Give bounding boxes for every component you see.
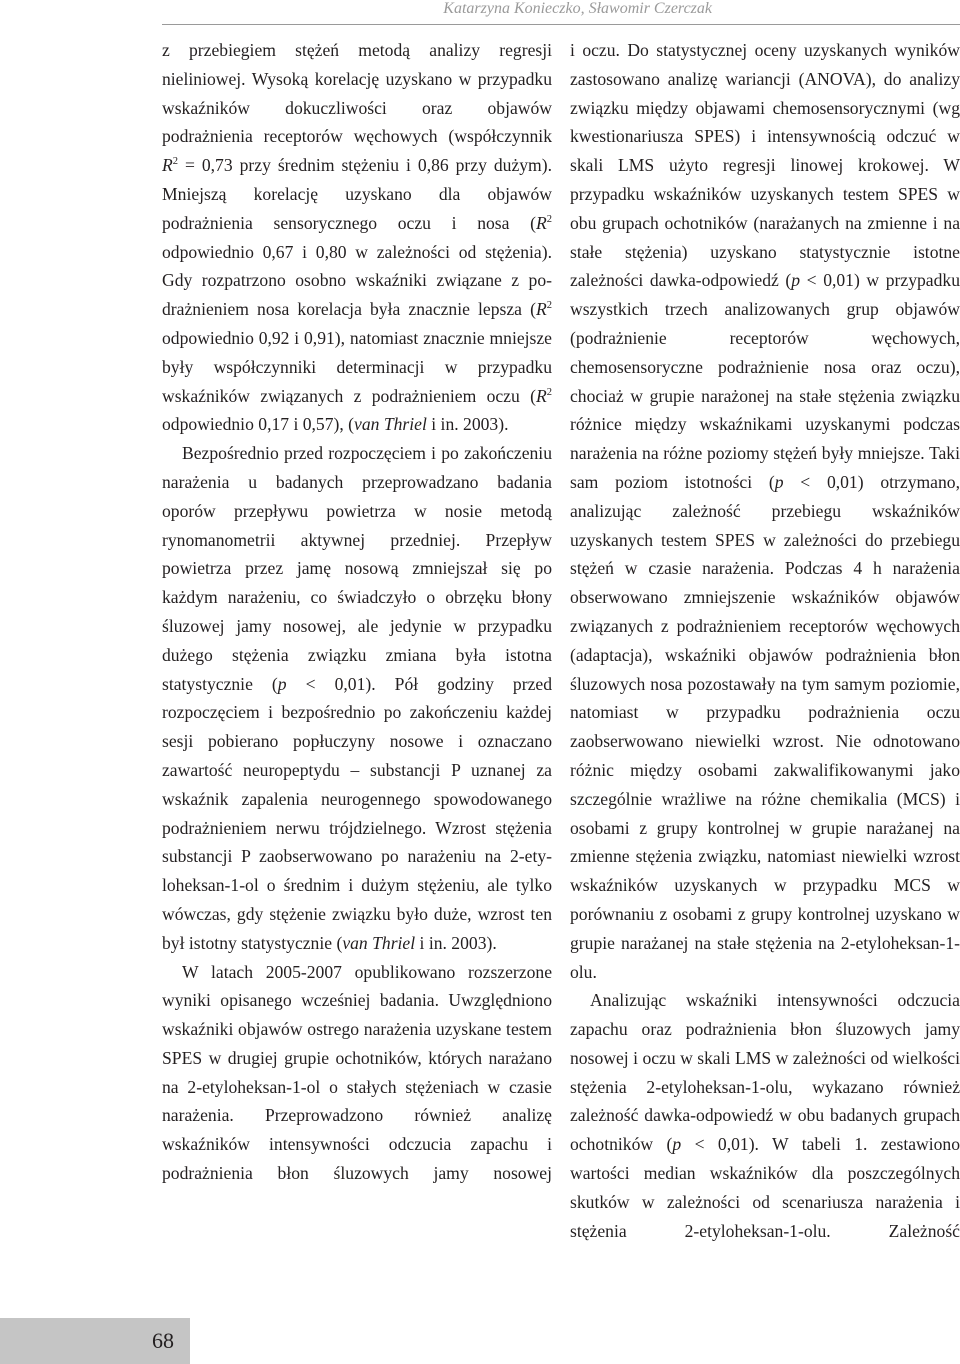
p-value-symbol: p bbox=[791, 270, 801, 291]
text-run: W latach 2005-2007 opublikowano rozszerzone wyniki opisanego wcześniej badania. Uwzględniono wskaźniki objawów ostrego narażenia uzyskane testem SPES w drugiej grupie ochotników, których narażano na 2-etyloheksan-1-ol o stałych stężeniach w czasie narażenia. Przeprowadzono również analizę wskaźników intensywności odczucia zapachu i podrażnienia błon śluzowych jamy nosowej bbox=[162, 961, 552, 1184]
running-title: Katarzyna Konieczko, Sławomir Czerczak bbox=[443, 0, 712, 17]
text-run: odpowiednio 0,67 i 0,80 w zależności od stężenia). Gdy rozpatrzono osobno wskaźniki związane z podrażnieniem nosa korelacja była znacznie lepsza ( bbox=[162, 241, 552, 320]
text-run: < 0,01). W tabeli 1. zestawiono wartości median wskaźników dla poszczególnych skutków w zależności od scenariusza narażenia i stężenia 2-etyloheksan-1-olu. Zależność bbox=[570, 1134, 960, 1241]
paragraph-rhinomanometry bbox=[162, 439, 552, 957]
r-squared-symbol: R bbox=[535, 299, 547, 320]
text-run: i oczu. Do statystycznej oceny uzyskanych wyników zastosowano analizę wariancji (ANOVA), do analizy związku między objawami chemosensorycznymi (wg kwestionariusza SPES) i intensywnością odczuć w skali LMS użyto regresji linowej krokowej. W przypadku wskaźników uzyskanych testem SPES w obu grupach ochotników (narażanych na zmienne i na stałe stężenia) uzyskano statystycznie istotne zależności dawka-odpowiedź ( bbox=[570, 40, 960, 291]
text-run: < 0,01) otrzymano, analizując zależność przebiegu wskaźników uzyskanych testem SPES w zależności do przebiegu stężeń w czasie narażenia. Podczas 4 h narażenia obserwowano zmniejszenie wskaźników objawów związanych z podrażnieniem receptorów węchowych (adaptacja), wskaźniki objawów podrażnienia błon śluzowych nosa pozostawały na tym samym poziomie, natomiast w przypadku podrażnienia oczu zaobserwowano niewielki wzrost. Nie odnotowano różnic między osobami zakwalifikowanymi jako szczególnie wrażliwe na różne chemikalia (MCS) i osobami z grupy kontrolnej w grupie narażanej na zmienne stężenia związku, natomiast niewielki wzrost wskaźników uzyskanych w przypadku MCS w porównaniu z osobami z grupy kontrolnej uzyskano w grupie narażanej na stałe stężenia na 2-etyloheksan-1-olu. bbox=[570, 471, 960, 982]
header-rule bbox=[162, 24, 960, 25]
text-run: odpowiednio 0,17 i 0,57), ( bbox=[162, 414, 355, 435]
paragraph-statistics bbox=[570, 36, 960, 986]
p-value-symbol: p bbox=[672, 1134, 682, 1155]
text-run: < 0,01). Pół godziny przed rozpoczęciem i bezpośrednio po zakończeniu każdej sesji pobierano popłuczyny nosowe i oznaczano zawartość neuropeptydu – substancji P uznanej za wskaźnik zapalenia neurogennego spowodowanego podrażnieniem nerwu trójdzielnego. Wzrost stężenia substancji P zaobserwowano po narażeniu na 2-etyloheksan-1-ol o średnim i dużym stężeniu, ale tylko wówczas, gdy stężenie związku było duże, wzrost ten był istotny statystycznie ( bbox=[162, 673, 552, 953]
right-column bbox=[570, 36, 960, 1245]
paragraph-extended-results bbox=[162, 958, 552, 1188]
r-squared-symbol: R bbox=[162, 155, 173, 176]
paragraph-correlation bbox=[162, 36, 552, 439]
superscript-2: 2 bbox=[546, 386, 552, 398]
paragraph-lms-analysis bbox=[570, 986, 960, 1245]
superscript-2: 2 bbox=[546, 300, 552, 312]
p-value-symbol: p bbox=[277, 673, 287, 694]
running-header bbox=[0, 0, 960, 27]
r-squared-symbol: R bbox=[535, 212, 547, 233]
text-run: z przebiegiem stężeń metodą analizy regresji nieliniowej. Wysoką korelację uzyskano w przypadku wskaźników dokuczliwości oraz objawów podrażnienia receptorów węchowych (współczynnik bbox=[162, 40, 552, 147]
text-run: i in. 2003). bbox=[415, 932, 497, 953]
page-number: 68 bbox=[152, 1328, 174, 1353]
text-run: < 0,01) w przypadku wszystkich trzech analizowanych grup objawów (podrażnienie receptorów węchowych, chemosensoryczne podrażnienie nosa oraz oczu), chociaż w grupie narażonej na stałe stężenia związku różnice między wskaźnikami uzyskanymi podczas narażenia na różne poziomy stężeń były mniejsze. Taki sam poziom istotności ( bbox=[570, 270, 960, 492]
r-squared-symbol: R bbox=[535, 385, 547, 406]
text-run: odpowiednio 0,92 i 0,91), natomiast znacznie mniejsze były współczynniki determinacji w przypadku wskaźników związanych z podrażnieniem oczu ( bbox=[162, 327, 552, 406]
citation-author: van Thriel bbox=[342, 932, 416, 953]
text-run: = 0,73 przy średnim stężeniu i 0,86 przy dużym). Mniejszą korelację uzyskano dla objawów podrażnienia sensorycznego oczu i nosa ( bbox=[162, 155, 552, 233]
superscript-2: 2 bbox=[546, 213, 552, 225]
p-value-symbol: p bbox=[774, 471, 784, 492]
text-run: i in. 2003). bbox=[426, 414, 509, 435]
text-run: Bezpośrednio przed rozpoczęciem i po zakończeniu narażenia u badanych przeprowadzano badania oporów przepływu powietrza w nosie metodą rynomanometrii aktywnej przedniej. Przepływ powietrza przez jamę nosową zmniejszał się po każdym narażeniu, co świadczyło o obrzęku błony śluzowej jamy nosowej, ale jedynie w przypadku dużego stężenia związku zmiana była istotna statystycznie ( bbox=[162, 443, 552, 694]
left-column bbox=[162, 36, 552, 1188]
citation-author: van Thriel bbox=[354, 414, 427, 435]
text-run: Analizując wskaźniki intensywności odczucia zapachu oraz podrażnienia błon śluzowych jamy nosowej i oczu w skali LMS w zależności od wielkości stężenia 2-etyloheksan-1-olu, wykazano również zależność dawka-odpowiedź w obu badanych grupach ochotników ( bbox=[570, 990, 960, 1155]
superscript-2: 2 bbox=[172, 156, 179, 168]
